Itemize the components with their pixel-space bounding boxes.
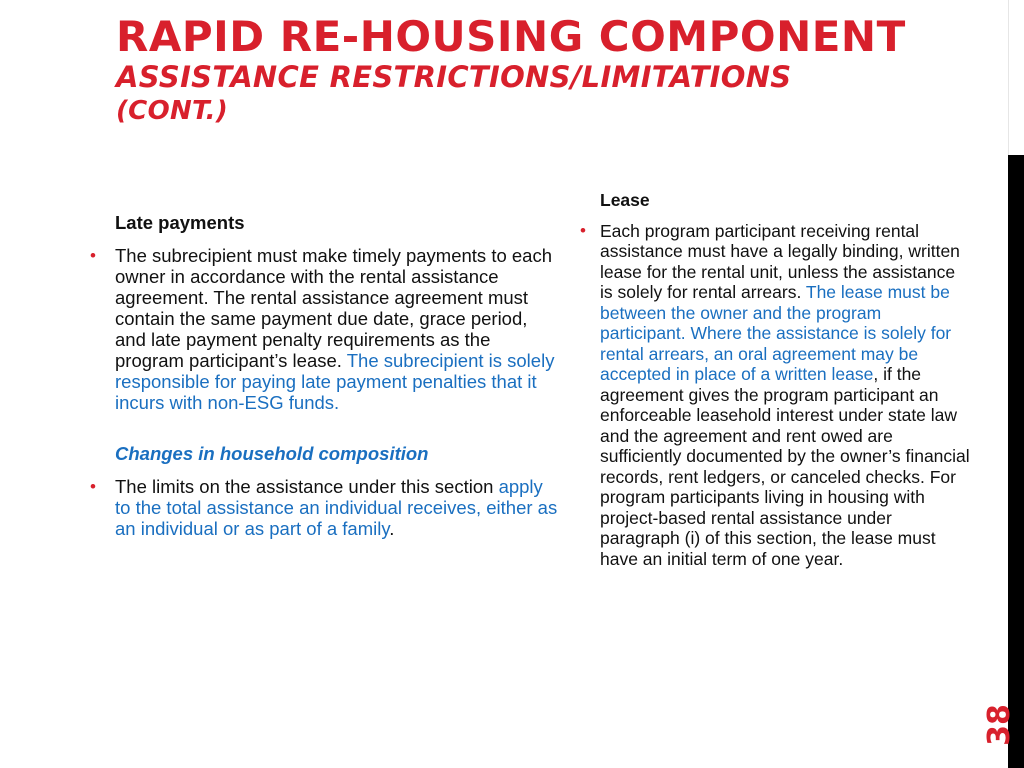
late-payments-text: The subrecipient must make timely payments to each owner in accordance with the rental assistance agreement. The rental assistance agreement must contain the same payment due date, grace period, and late payment penalty requirements as the program participant’s lease. bbox=[115, 245, 552, 371]
bullet-icon: • bbox=[90, 246, 96, 265]
late-payments-highlight: The subrecipient is solely responsible for paying late payment penalties that it incurs with non-ESG funds. bbox=[115, 350, 555, 413]
household-composition-highlight: apply to the total assistance an individual receives, either as an individual or as part of a family bbox=[115, 476, 558, 539]
late-payments-heading: Late payments bbox=[115, 212, 245, 233]
title-line-1: RAPID RE-HOUSING COMPONENT bbox=[116, 12, 906, 61]
bullet-icon: • bbox=[580, 220, 586, 240]
right-column bbox=[578, 190, 970, 569]
slide-title bbox=[116, 14, 976, 128]
title-line-3: (CONT.) bbox=[116, 96, 229, 126]
bullet-icon: • bbox=[90, 477, 96, 496]
household-composition-text-end: . bbox=[389, 518, 395, 539]
household-composition-bullet-item bbox=[88, 476, 560, 539]
right-edge-bar bbox=[1008, 0, 1024, 768]
right-bar-black bbox=[1008, 155, 1024, 768]
right-bar-top bbox=[1008, 0, 1024, 155]
lease-text: Each program participant receiving rental assistance must have a legally binding, written lease for the rental unit, unless the assistance is solely for rental arrears. bbox=[600, 220, 960, 302]
household-composition-heading: Changes in household composition bbox=[115, 443, 429, 464]
lease-text-end: , if the agreement gives the program participant an enforceable leasehold interest under state law and the agreement and rent owed are sufficiently documented by the owner’s financial records, rent ledgers, or canceled checks. For program participants living in housing with project-based rental assistance under paragraph (i) of this section, the lease must have an initial term of one year. bbox=[600, 364, 970, 569]
lease-heading: Lease bbox=[600, 190, 650, 210]
household-composition-text: The limits on the assistance under this section bbox=[115, 476, 499, 497]
lease-bullet-item bbox=[578, 221, 970, 570]
lease-highlight: The lease must be between the owner and the program participant. Where the assistance is solely for rental arrears, an oral agreement may be accepted in place of a written lease bbox=[600, 282, 952, 384]
title-line-2: ASSISTANCE RESTRICTIONS/LIMITATIONS bbox=[116, 60, 792, 94]
left-column bbox=[88, 212, 560, 539]
slide-number: 38 bbox=[981, 704, 1017, 746]
late-payments-bullet-item bbox=[88, 245, 560, 413]
